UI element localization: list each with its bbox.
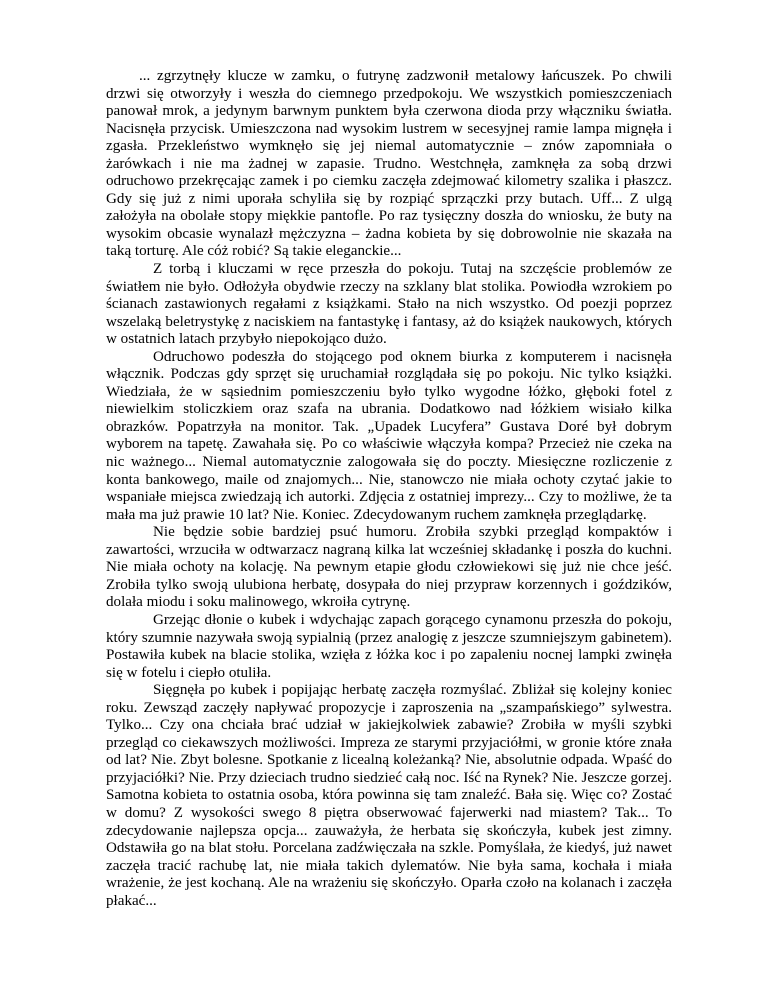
paragraph-3: Odruchowo podeszła do stojącego pod oknem biurka z komputerem i nacisnęła włącznik. Podczas gdy sprzęt się uruchamiał rozglądała się po pokoju. Nic tylko książki. Wiedziała, że w sąsiednim pomieszczeniu było tylko wygodne łóżko, głęboki fotel z niewielkim stoliczkiem oraz szafa na ubrania. Dodatkowo nad łóżkiem wisiało kilka obrazków. Popatrzyła na monitor. Tak. „Upadek Lucyfera” Gustava Doré był dobrym wyborem na tapetę. Zawahała się. Po co właściwie włączyła kompa? Przecież nie czeka na nic ważnego... Niemal automatycznie zalogowała się do poczty. Miesięczne rozliczenie z konta bankowego, maile od znajomych... Nie, stanowczo nie miała ochoty czytać jakie to wspaniałe miejsca zwiedzają ich autorki. Zdjęcia z ostatniej imprezy... Czy to możliwe, że ta mała ma już prawie 10 lat? Nie. Koniec. Zdecydowanym ruchem zamknęła przeglądarkę. — [106, 348, 672, 523]
paragraph-1: ... zgrzytnęły klucze w zamku, o futrynę zadzwonił metalowy łańcuszek. Po chwili drzwi się otworzyły i weszła do ciemnego przedpokoju. We wszystkich pomieszczeniach panował mrok, a jedynym barwnym punktem była czerwona dioda przy włączniku światła. Nacisnęła przycisk. Umieszczona nad wysokim lustrem w secesyjnej ramie lampa mignęła i zgasła. Przekleństwo wymknęło się jej niemal automatycznie – znów zapomniała o żarówkach i nie ma żadnej w zapasie. Trudno. Westchnęła, zamknęła za sobą drzwi odruchowo przekręcając zamek i po ciemku zaczęła zdejmować kilometry szalika i płaszcz. Gdy się już z nimi uporała schyliła się by rozpiąć sprzączki przy butach. Uff... Z ulgą założyła na obolałe stopy miękkie pantofle. Po raz tysięczny doszła do wniosku, że buty na wysokim obcasie wynalazł mężczyzna – żadna kobieta by się dobrowolnie nie skazała na taką torturę. Ale cóż robić? Są takie eleganckie... — [106, 68, 672, 260]
paragraph-2: Z torbą i kluczami w ręce przeszła do pokoju. Tutaj na szczęście problemów ze światłem nie było. Odłożyła obydwie rzeczy na szklany blat stolika. Powiodła wzrokiem po ścianach zastawionych regałami z książkami. Stało na nich wszystko. Od poezji poprzez wszelaką beletrystykę z naciskiem na fantastykę i fantasy, aż do książek naukowych, których w ostatnich latach przybyło niepokojąco dużo. — [106, 261, 672, 348]
paragraph-6: Sięgnęła po kubek i popijając herbatę zaczęła rozmyślać. Zbliżał się kolejny koniec roku. Zewsząd zaczęły napływać propozycje i zaproszenia na „szampańskiego” sylwestra. Tylko... Czy ona chciała brać udział w jakiejkolwiek zabawie? Zrobiła w myśli szybki przegląd co ciekawszych możliwości. Impreza ze starymi przyjaciółmi, w gronie które znała od lat? Nie. Zbyt bolesne. Spotkanie z licealną koleżanką? Nie, absolutnie odpada. Wpaść do przyjaciółki? Nie. Przy dzieciach trudno siedzieć całą noc. Iść na Rynek? Nie. Jeszcze gorzej. Samotna kobieta to ostatnia osoba, która powinna się tam znaleźć. Bała się. Więc co? Zostać w domu? Z wysokości swego 8 piętra obserwować fajerwerki nad miastem? Tak... To zdecydowanie najlepsza opcja... zauważyła, że herbata się skończyła, kubek jest zimny. Odstawiła go na blat stołu. Porcelana zadźwięczała na szkle. Pomyślała, że kiedyś, już nawet zaczęła tracić rachubę lat, nie miała takich dylematów. Nie była sama, kochała i miała wrażenie, że jest kochaną. Ale na wrażeniu się skończyło. Oparła czoło na kolanach i zaczęła płakać... — [106, 682, 672, 909]
document-page — [106, 68, 672, 910]
paragraph-5: Grzejąc dłonie o kubek i wdychając zapach gorącego cynamonu przeszła do pokoju, który szumnie nazywała swoją sypialnią (przez analogię z jeszcze szumniejszym gabinetem). Postawiła kubek na blacie stolika, wzięła z łóżka koc i po zapaleniu nocnej lampki zwinęła się w fotelu i ciepło otuliła. — [106, 611, 672, 681]
paragraph-4: Nie będzie sobie bardziej psuć humoru. Zrobiła szybki przegląd kompaktów i zawartości, wrzuciła w odtwarzacz nagraną kilka lat wcześniej składankę i poszła do kuchni. Nie miała ochoty na kolację. Na pewnym etapie głodu człowiekowi się już nie chce jeść. Zrobiła tylko swoją ulubiona herbatę, dosypała do niej przypraw korzennych i goździków, dolała miodu i soku malinowego, wkroiła cytrynę. — [106, 524, 672, 611]
